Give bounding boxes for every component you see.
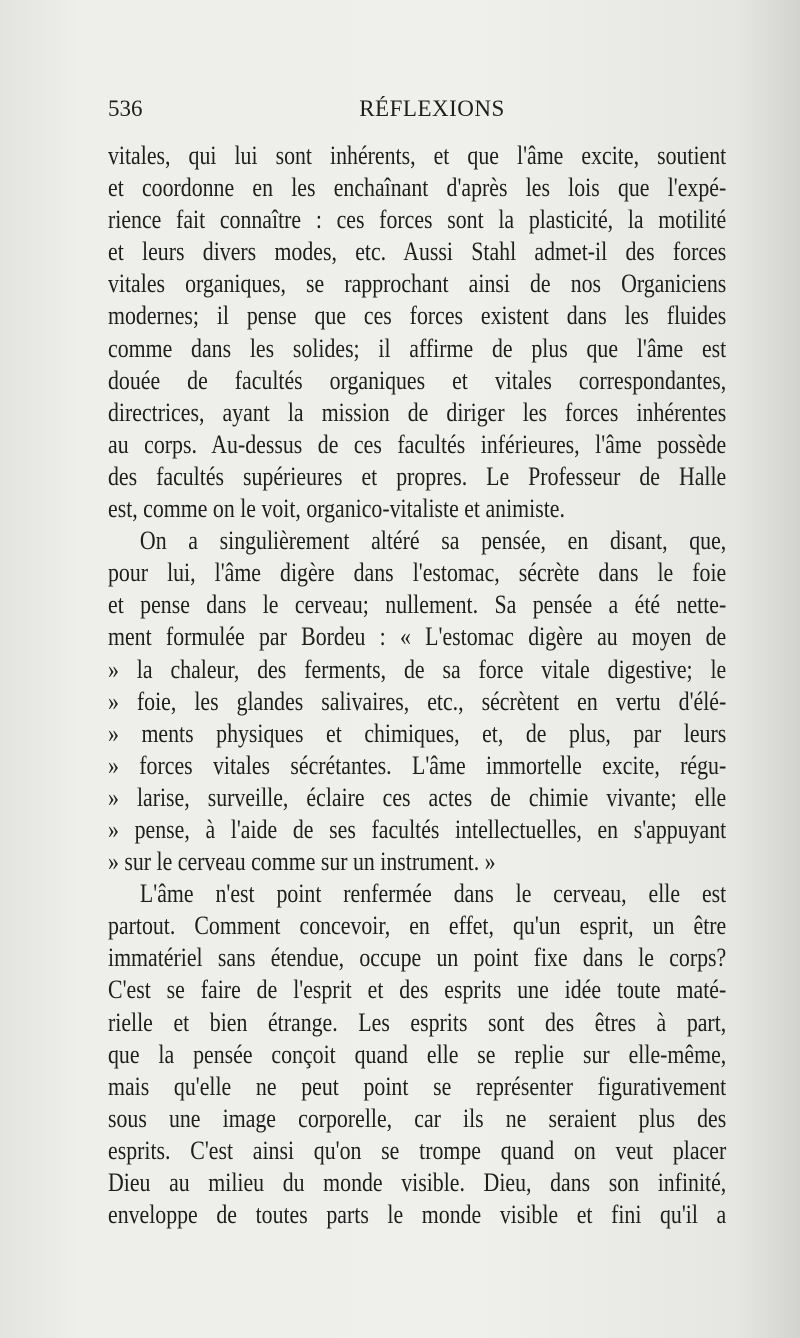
- text-line: partout. Comment concevoir, en effet, qu'un esprit, un être: [108, 911, 727, 941]
- text-line: est, comme on le voit, organico-vitaliste et animiste.: [108, 494, 565, 524]
- text-line: esprits. C'est ainsi qu'on se trompe quand on veut placer: [108, 1135, 727, 1165]
- text-line: sous une image corporelle, car ils ne seraient plus des: [108, 1103, 727, 1133]
- text-line: On a singulièrement altéré sa pensée, en disant, que,: [139, 526, 727, 556]
- text-line: directrices, ayant la mission de diriger les forces inhérentes: [108, 397, 727, 427]
- text-line: » foie, les glandes salivaires, etc., sécrètent en vertu d'élé-: [108, 686, 727, 716]
- body-text: [108, 140, 726, 1231]
- text-line: mais qu'elle ne peut point se représenter figurativement: [108, 1071, 727, 1101]
- text-line: » la chaleur, des ferments, de sa force vitale digestive; le: [108, 654, 727, 684]
- text-line: rience fait connaître : ces forces sont la plasticité, la motilité: [108, 205, 727, 235]
- page-number: 536: [108, 96, 143, 121]
- text-line: L'âme n'est point renfermée dans le cerveau, elle est: [139, 879, 727, 909]
- text-line: pour lui, l'âme digère dans l'estomac, sécrète dans le foie: [108, 558, 727, 588]
- text-line: enveloppe de toutes parts le monde visible et fini qu'il a: [108, 1200, 727, 1230]
- text-line: immatériel sans étendue, occupe un point fixe dans le corps?: [108, 943, 727, 973]
- text-line: » pense, à l'aide de ses facultés intellectuelles, en s'appuyant: [108, 814, 727, 844]
- text-line: douée de facultés organiques et vitales correspondantes,: [108, 365, 727, 395]
- text-line: et coordonne en les enchaînant d'après les lois que l'expé-: [108, 173, 727, 203]
- text-line: ment formulée par Bordeu : « L'estomac digère au moyen de: [108, 622, 727, 652]
- text-line: modernes; il pense que ces forces existent dans les fluides: [108, 301, 727, 331]
- text-line: » larise, surveille, éclaire ces actes de chimie vivante; elle: [108, 782, 727, 812]
- text-line: vitales, qui lui sont inhérents, et que l'âme excite, soutient: [108, 141, 727, 170]
- text-line: Dieu au milieu du monde visible. Dieu, dans son infinité,: [108, 1168, 727, 1197]
- text-line: comme dans les solides; il affirme de plus que l'âme est: [108, 333, 727, 363]
- text-line: rielle et bien étrange. Les esprits sont des êtres à part,: [108, 1007, 727, 1037]
- text-line: » sur le cerveau comme sur un instrument. »: [108, 847, 496, 877]
- text-line: C'est se faire de l'esprit et des esprits une idée toute maté-: [108, 975, 727, 1005]
- text-line: » ments physiques et chimiques, et, de plus, par leurs: [108, 718, 727, 748]
- text-line: » forces vitales sécrétantes. L'âme immortelle excite, régu-: [108, 750, 727, 780]
- text-line: et leurs divers modes, etc. Aussi Stahl admet-il des forces: [108, 237, 727, 267]
- text-line: au corps. Au-dessus de ces facultés inférieures, l'âme possède: [108, 429, 727, 459]
- text-line: des facultés supérieures et propres. Le Professeur de Halle: [108, 461, 727, 491]
- text-line: vitales organiques, se rapprochant ainsi de nos Organiciens: [108, 269, 727, 299]
- text-line: que la pensée conçoit quand elle se replie sur elle-même,: [108, 1039, 727, 1069]
- text-line: et pense dans le cerveau; nullement. Sa pensée a été nette-: [108, 590, 727, 620]
- page-header: [108, 96, 726, 128]
- running-title: RÉFLEXIONS: [359, 96, 505, 121]
